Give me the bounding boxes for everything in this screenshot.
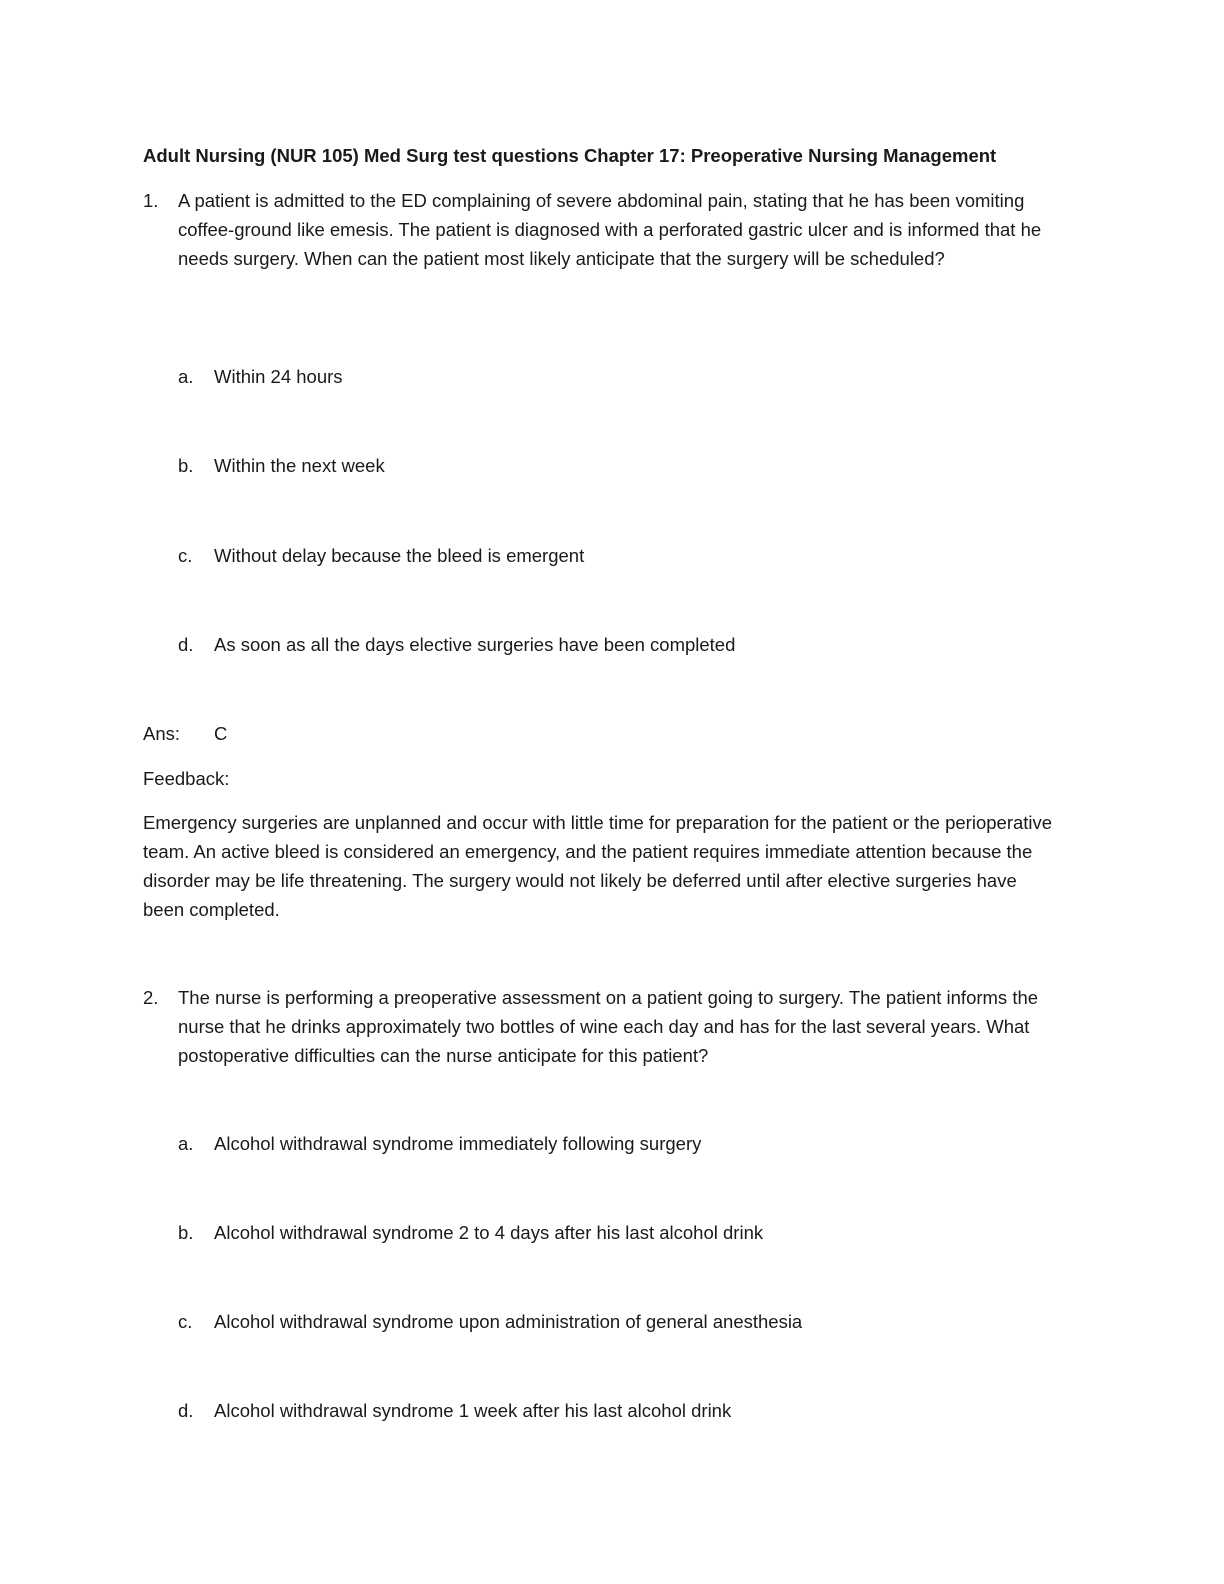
question-2-option-b-text: Alcohol withdrawal syndrome 2 to 4 days after his last alcohol drink (214, 1222, 764, 1243)
question-2-option-b-letter: b. (178, 1222, 194, 1243)
question-2-number: 2. (143, 987, 159, 1008)
question-2-option-d-letter: d. (178, 1400, 194, 1421)
question-1-option-b-letter: b. (178, 455, 194, 476)
answer-label: Ans: (143, 723, 181, 744)
document-title: Adult Nursing (NUR 105) Med Surg test questions Chapter 17: Preoperative Nursing Management (143, 145, 997, 166)
question-1-number: 1. (143, 190, 159, 211)
question-2-option-d-text: Alcohol withdrawal syndrome 1 week after his last alcohol drink (214, 1400, 732, 1421)
question-2-option-c-letter: c. (178, 1311, 193, 1332)
question-1-option-b-text: Within the next week (214, 455, 385, 476)
answer-value: C (214, 723, 228, 744)
question-1-option-d-letter: d. (178, 634, 194, 655)
question-1-option-d-text: As soon as all the days elective surgeries have been completed (214, 634, 736, 655)
question-2-text: The nurse is performing a preoperative assessment on a patient going to surgery. The patient informs the nurse that he drinks approximately two bottles of wine each day and has for the last several years. What postoperative difficulties can the nurse anticipate for this patient? (178, 987, 1039, 1066)
question-1-text: A patient is admitted to the ED complaining of severe abdominal pain, stating that he has been vomiting coffee-ground like emesis. The patient is diagnosed with a perforated gastric ulcer and is informed that he needs surgery. When can the patient most likely anticipate that the surgery will be scheduled? (178, 190, 1042, 269)
question-1-option-a-text: Within 24 hours (214, 366, 343, 387)
feedback-label: Feedback: (143, 768, 230, 789)
question-1-option-c-letter: c. (178, 545, 193, 566)
question-1-option-a-letter: a. (178, 366, 194, 387)
question-2-option-c-text: Alcohol withdrawal syndrome upon administration of general anesthesia (214, 1311, 803, 1332)
feedback-text: Emergency surgeries are unplanned and occur with little time for preparation for the patient or the perioperative team. An active bleed is considered an emergency, and the patient requires immediate attention because the disorder may be life threatening. The surgery would not likely be deferred until after elective surgeries have been completed. (143, 812, 1053, 920)
question-2-option-a-letter: a. (178, 1133, 194, 1154)
question-1-option-c-text: Without delay because the bleed is emergent (214, 545, 585, 566)
question-2-option-a-text: Alcohol withdrawal syndrome immediately following surgery (214, 1133, 702, 1154)
